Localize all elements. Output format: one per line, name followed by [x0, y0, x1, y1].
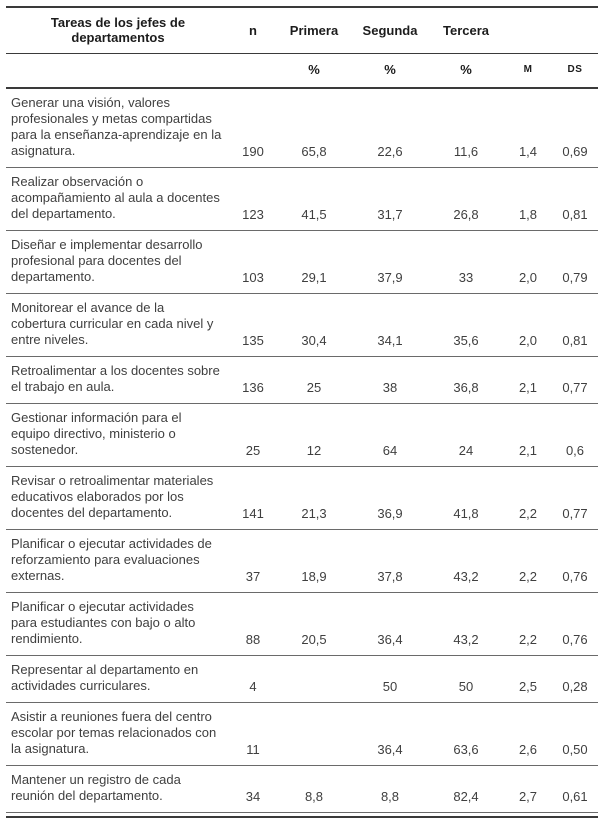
n-value: 190	[230, 88, 276, 168]
table-body	[6, 88, 598, 813]
n-value: 4	[230, 656, 276, 703]
task-label: Revisar o retroalimentar materiales educativos elaborados por los docentes del departamento.	[6, 467, 230, 530]
m-value: 2,6	[504, 703, 552, 766]
table-row	[6, 703, 598, 766]
ds-value: 0,76	[552, 593, 598, 656]
n-value: 135	[230, 294, 276, 357]
n-value: 11	[230, 703, 276, 766]
segunda-value: 64	[352, 404, 428, 467]
n-value: 141	[230, 467, 276, 530]
header-m-spacer	[504, 7, 552, 54]
subheader-pct-primera: %	[276, 54, 352, 89]
n-value: 123	[230, 168, 276, 231]
segunda-value: 8,8	[352, 766, 428, 813]
n-value: 88	[230, 593, 276, 656]
task-label: Monitorear el avance de la cobertura curricular en cada nivel y entre niveles.	[6, 294, 230, 357]
primera-value: 8,8	[276, 766, 352, 813]
tercera-value: 36,8	[428, 357, 504, 404]
m-value: 2,5	[504, 656, 552, 703]
m-value: 2,0	[504, 231, 552, 294]
primera-value: 65,8	[276, 88, 352, 168]
tercera-value: 43,2	[428, 530, 504, 593]
header-tercera: Tercera	[428, 7, 504, 54]
task-label: Mantener un registro de cada reunión del departamento.	[6, 766, 230, 813]
table-row	[6, 294, 598, 357]
header-n: n	[230, 7, 276, 54]
subheader-n-spacer	[230, 54, 276, 89]
table-row	[6, 357, 598, 404]
table-row	[6, 88, 598, 168]
ds-value: 0,77	[552, 357, 598, 404]
ds-value: 0,6	[552, 404, 598, 467]
ds-value: 0,81	[552, 168, 598, 231]
ds-value: 0,28	[552, 656, 598, 703]
m-value: 2,2	[504, 467, 552, 530]
task-label: Representar al departamento en actividades curriculares.	[6, 656, 230, 703]
ds-value: 0,79	[552, 231, 598, 294]
ds-value: 0,81	[552, 294, 598, 357]
primera-value: 30,4	[276, 294, 352, 357]
n-value: 37	[230, 530, 276, 593]
tercera-value: 50	[428, 656, 504, 703]
segunda-value: 22,6	[352, 88, 428, 168]
table-row	[6, 593, 598, 656]
tercera-value: 43,2	[428, 593, 504, 656]
subheader-m: M	[504, 54, 552, 89]
tercera-value: 41,8	[428, 467, 504, 530]
table-row	[6, 766, 598, 813]
segunda-value: 36,4	[352, 703, 428, 766]
primera-value: 20,5	[276, 593, 352, 656]
primera-value: 41,5	[276, 168, 352, 231]
m-value: 2,1	[504, 404, 552, 467]
m-value: 2,1	[504, 357, 552, 404]
header-segunda: Segunda	[352, 7, 428, 54]
segunda-value: 34,1	[352, 294, 428, 357]
m-value: 2,7	[504, 766, 552, 813]
task-label: Asistir a reuniones fuera del centro escolar por temas relacionados con la asignatura.	[6, 703, 230, 766]
primera-value: 18,9	[276, 530, 352, 593]
table-row	[6, 656, 598, 703]
segunda-value: 37,8	[352, 530, 428, 593]
m-value: 1,8	[504, 168, 552, 231]
ds-value: 0,50	[552, 703, 598, 766]
task-label: Planificar o ejecutar actividades para estudiantes con bajo o alto rendimiento.	[6, 593, 230, 656]
header-task: Tareas de los jefes de departamentos	[6, 7, 230, 54]
header-primera: Primera	[276, 7, 352, 54]
m-value: 2,2	[504, 593, 552, 656]
ds-value: 0,76	[552, 530, 598, 593]
segunda-value: 38	[352, 357, 428, 404]
task-label: Retroalimentar a los docentes sobre el trabajo en aula.	[6, 357, 230, 404]
segunda-value: 36,9	[352, 467, 428, 530]
table-wrapper	[6, 6, 598, 818]
table-row	[6, 467, 598, 530]
n-value: 103	[230, 231, 276, 294]
ds-value: 0,61	[552, 766, 598, 813]
header-row-main	[6, 7, 598, 54]
segunda-value: 36,4	[352, 593, 428, 656]
task-label: Realizar observación o acompañamiento al aula a docentes del departamento.	[6, 168, 230, 231]
ds-value: 0,69	[552, 88, 598, 168]
task-label: Planificar o ejecutar actividades de reforzamiento para evaluaciones externas.	[6, 530, 230, 593]
table-row	[6, 168, 598, 231]
tasks-table	[6, 6, 598, 813]
segunda-value: 31,7	[352, 168, 428, 231]
primera-value: 29,1	[276, 231, 352, 294]
n-value: 136	[230, 357, 276, 404]
primera-value	[276, 703, 352, 766]
segunda-value: 37,9	[352, 231, 428, 294]
subheader-ds: DS	[552, 54, 598, 89]
task-label: Gestionar información para el equipo directivo, ministerio o sostenedor.	[6, 404, 230, 467]
tercera-value: 33	[428, 231, 504, 294]
primera-value: 12	[276, 404, 352, 467]
tercera-value: 24	[428, 404, 504, 467]
m-value: 2,2	[504, 530, 552, 593]
m-value: 2,0	[504, 294, 552, 357]
subheader-task-spacer	[6, 54, 230, 89]
n-value: 34	[230, 766, 276, 813]
primera-value: 21,3	[276, 467, 352, 530]
segunda-value: 50	[352, 656, 428, 703]
subheader-pct-segunda: %	[352, 54, 428, 89]
tercera-value: 26,8	[428, 168, 504, 231]
ds-value: 0,77	[552, 467, 598, 530]
table-row	[6, 231, 598, 294]
tercera-value: 82,4	[428, 766, 504, 813]
tercera-value: 35,6	[428, 294, 504, 357]
primera-value: 25	[276, 357, 352, 404]
task-label: Generar una visión, valores profesionales y metas compartidas para la enseñanza-aprendizaje en la asignatura.	[6, 88, 230, 168]
table-row	[6, 404, 598, 467]
subheader-pct-tercera: %	[428, 54, 504, 89]
task-label: Diseñar e implementar desarrollo profesional para docentes del departamento.	[6, 231, 230, 294]
header-ds-spacer	[552, 7, 598, 54]
table-header	[6, 7, 598, 88]
header-row-sub	[6, 54, 598, 89]
tercera-value: 63,6	[428, 703, 504, 766]
tercera-value: 11,6	[428, 88, 504, 168]
m-value: 1,4	[504, 88, 552, 168]
table-row	[6, 530, 598, 593]
primera-value	[276, 656, 352, 703]
n-value: 25	[230, 404, 276, 467]
